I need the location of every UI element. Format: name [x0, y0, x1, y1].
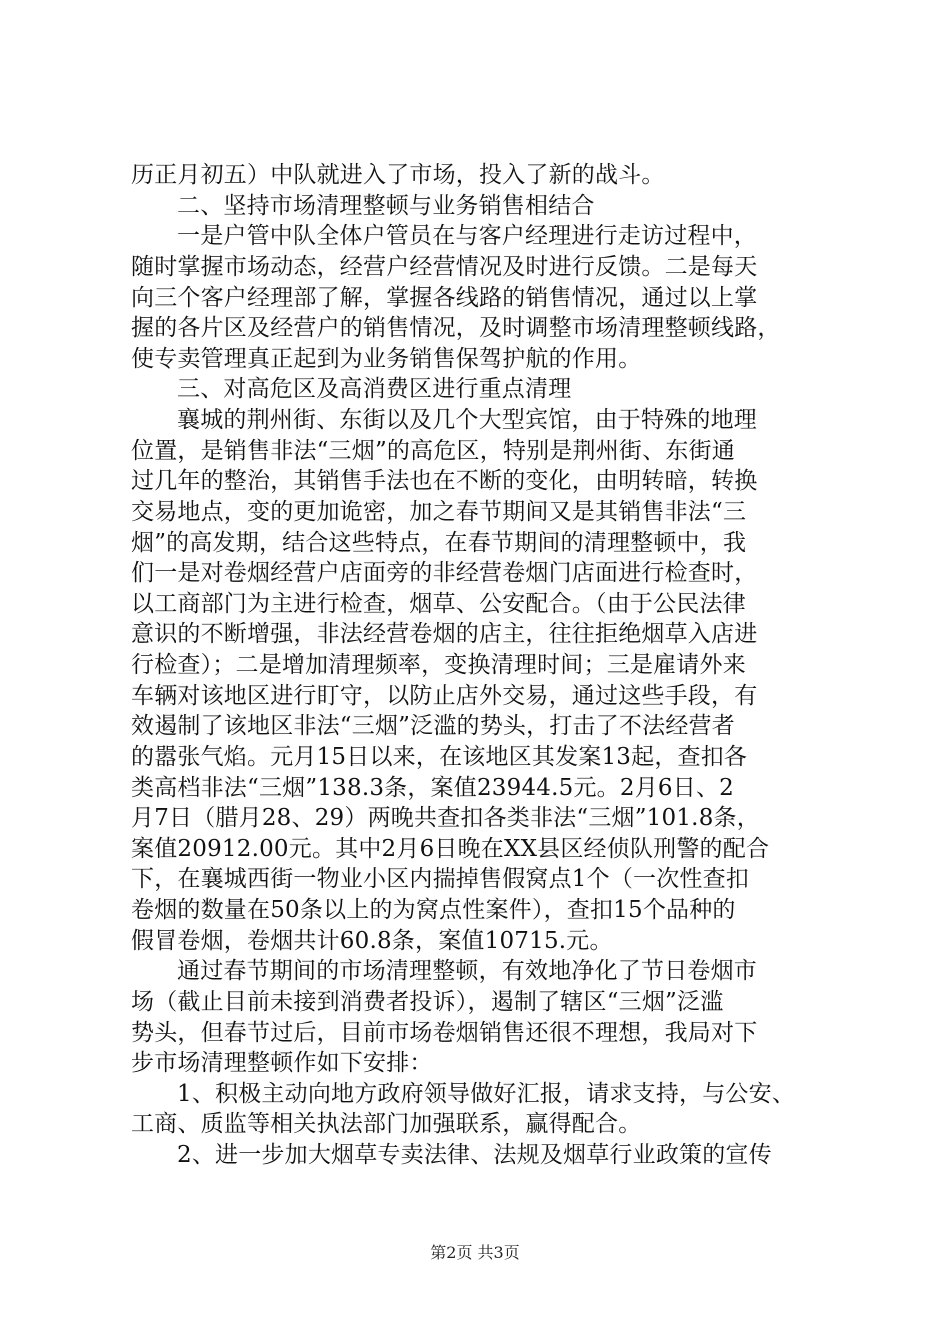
list-item: 1、积极主动向地方政府领导做好汇报，请求支持，与公安、 — [177, 1080, 796, 1107]
text-line: 握的各片区及经营户的销售情况，及时调整市场清理整顿线路， — [131, 315, 781, 342]
text-line: 的嚣张气焰。元月15日以来，在该地区其发案13起，查扣各 — [131, 743, 748, 770]
text-line: 行检查）；二是增加清理频率，变换清理时间；三是雇请外来 — [131, 652, 746, 678]
text-line: 下，在襄城西街一物业小区内揣掉售假窝点1个（一次性查扣 — [131, 866, 750, 893]
text-line: 工商、质监等相关执法部门加强联系，赢得配合。 — [131, 1111, 642, 1138]
text-line: 使专卖管理真正起到为业务销售保驾护航的作用。 — [131, 345, 642, 372]
list-item: 2、进一步加大烟草专卖法律、法规及烟草行业政策的宣传 — [177, 1142, 772, 1168]
text-line: 过几年的整治，其销售手法也在不断的变化，由明转暗，转换 — [131, 468, 758, 495]
text-line: 车辆对该地区进行盯守，以防止店外交易，通过这些手段，有 — [131, 682, 758, 709]
text-line: 假冒卷烟，卷烟共计60.8条，案值10715.元。 — [131, 927, 613, 954]
section-heading: 二、坚持市场清理整顿与业务销售相结合 — [177, 192, 595, 219]
text-line: 一是户管中队全体户管员在与客户经理进行走访过程中， — [177, 223, 757, 250]
text-line: 通过春节期间的市场清理整顿，有效地净化了节日卷烟市 — [177, 958, 757, 985]
text-line: 随时掌握市场动态，经营户经营情况及时进行反馈。二是每天 — [131, 253, 758, 280]
text-line: 交易地点，变的更加诡密，加之春节期间又是其销售非法“三 — [131, 498, 747, 525]
text-line: 烟”的高发期，结合这些特点，在春节期间的清理整顿中，我 — [131, 529, 747, 556]
text-line: 位置，是销售非法“三烟”的高危区，特别是荆州街、东街通 — [131, 437, 735, 464]
text-line: 类高档非法“三烟”138.3条，案值23944.5元。2月6日、2 — [131, 774, 734, 801]
text-line: 案值20912.00元。其中2月6日晚在XX县区经侦队刑警的配合 — [131, 835, 770, 862]
text-line: 襄城的荆州街、东街以及几个大型宾馆，由于特殊的地理 — [177, 407, 757, 433]
text-line: 以工商部门为主进行检查，烟草、公安配合。（由于公民法律 — [131, 590, 746, 617]
text-line: 月7日（腊月28、29）两晚共查扣各类非法“三烟”101.8条， — [131, 805, 760, 832]
page-number: 第2页 共3页 — [430, 1243, 520, 1262]
text-line: 势头，但春节过后，目前市场卷烟销售还很不理想，我局对下 — [131, 1019, 758, 1046]
text-line: 向三个客户经理部了解，掌握各线路的销售情况，通过以上掌 — [131, 284, 758, 311]
text-line: 历正月初五）中队就进入了市场，投入了新的战斗。 — [131, 162, 665, 188]
text-line: 卷烟的数量在50条以上的为窝点性案件），查扣15个品种的 — [131, 897, 736, 923]
text-line: 们一是对卷烟经营户店面旁的非经营卷烟门店面进行检查时， — [131, 560, 758, 587]
text-line: 步市场清理整顿作如下安排： — [131, 1050, 433, 1077]
text-line: 效遏制了该地区非法“三烟”泛滥的势头，打击了不法经营者 — [131, 713, 735, 740]
section-heading: 三、对高危区及高消费区进行重点清理 — [177, 376, 572, 403]
text-line: 场（截止目前未接到消费者投诉），遏制了辖区“三烟”泛滥 — [131, 988, 724, 1015]
text-line: 意识的不断增强，非法经营卷烟的店主，往往拒绝烟草入店进 — [131, 621, 758, 648]
